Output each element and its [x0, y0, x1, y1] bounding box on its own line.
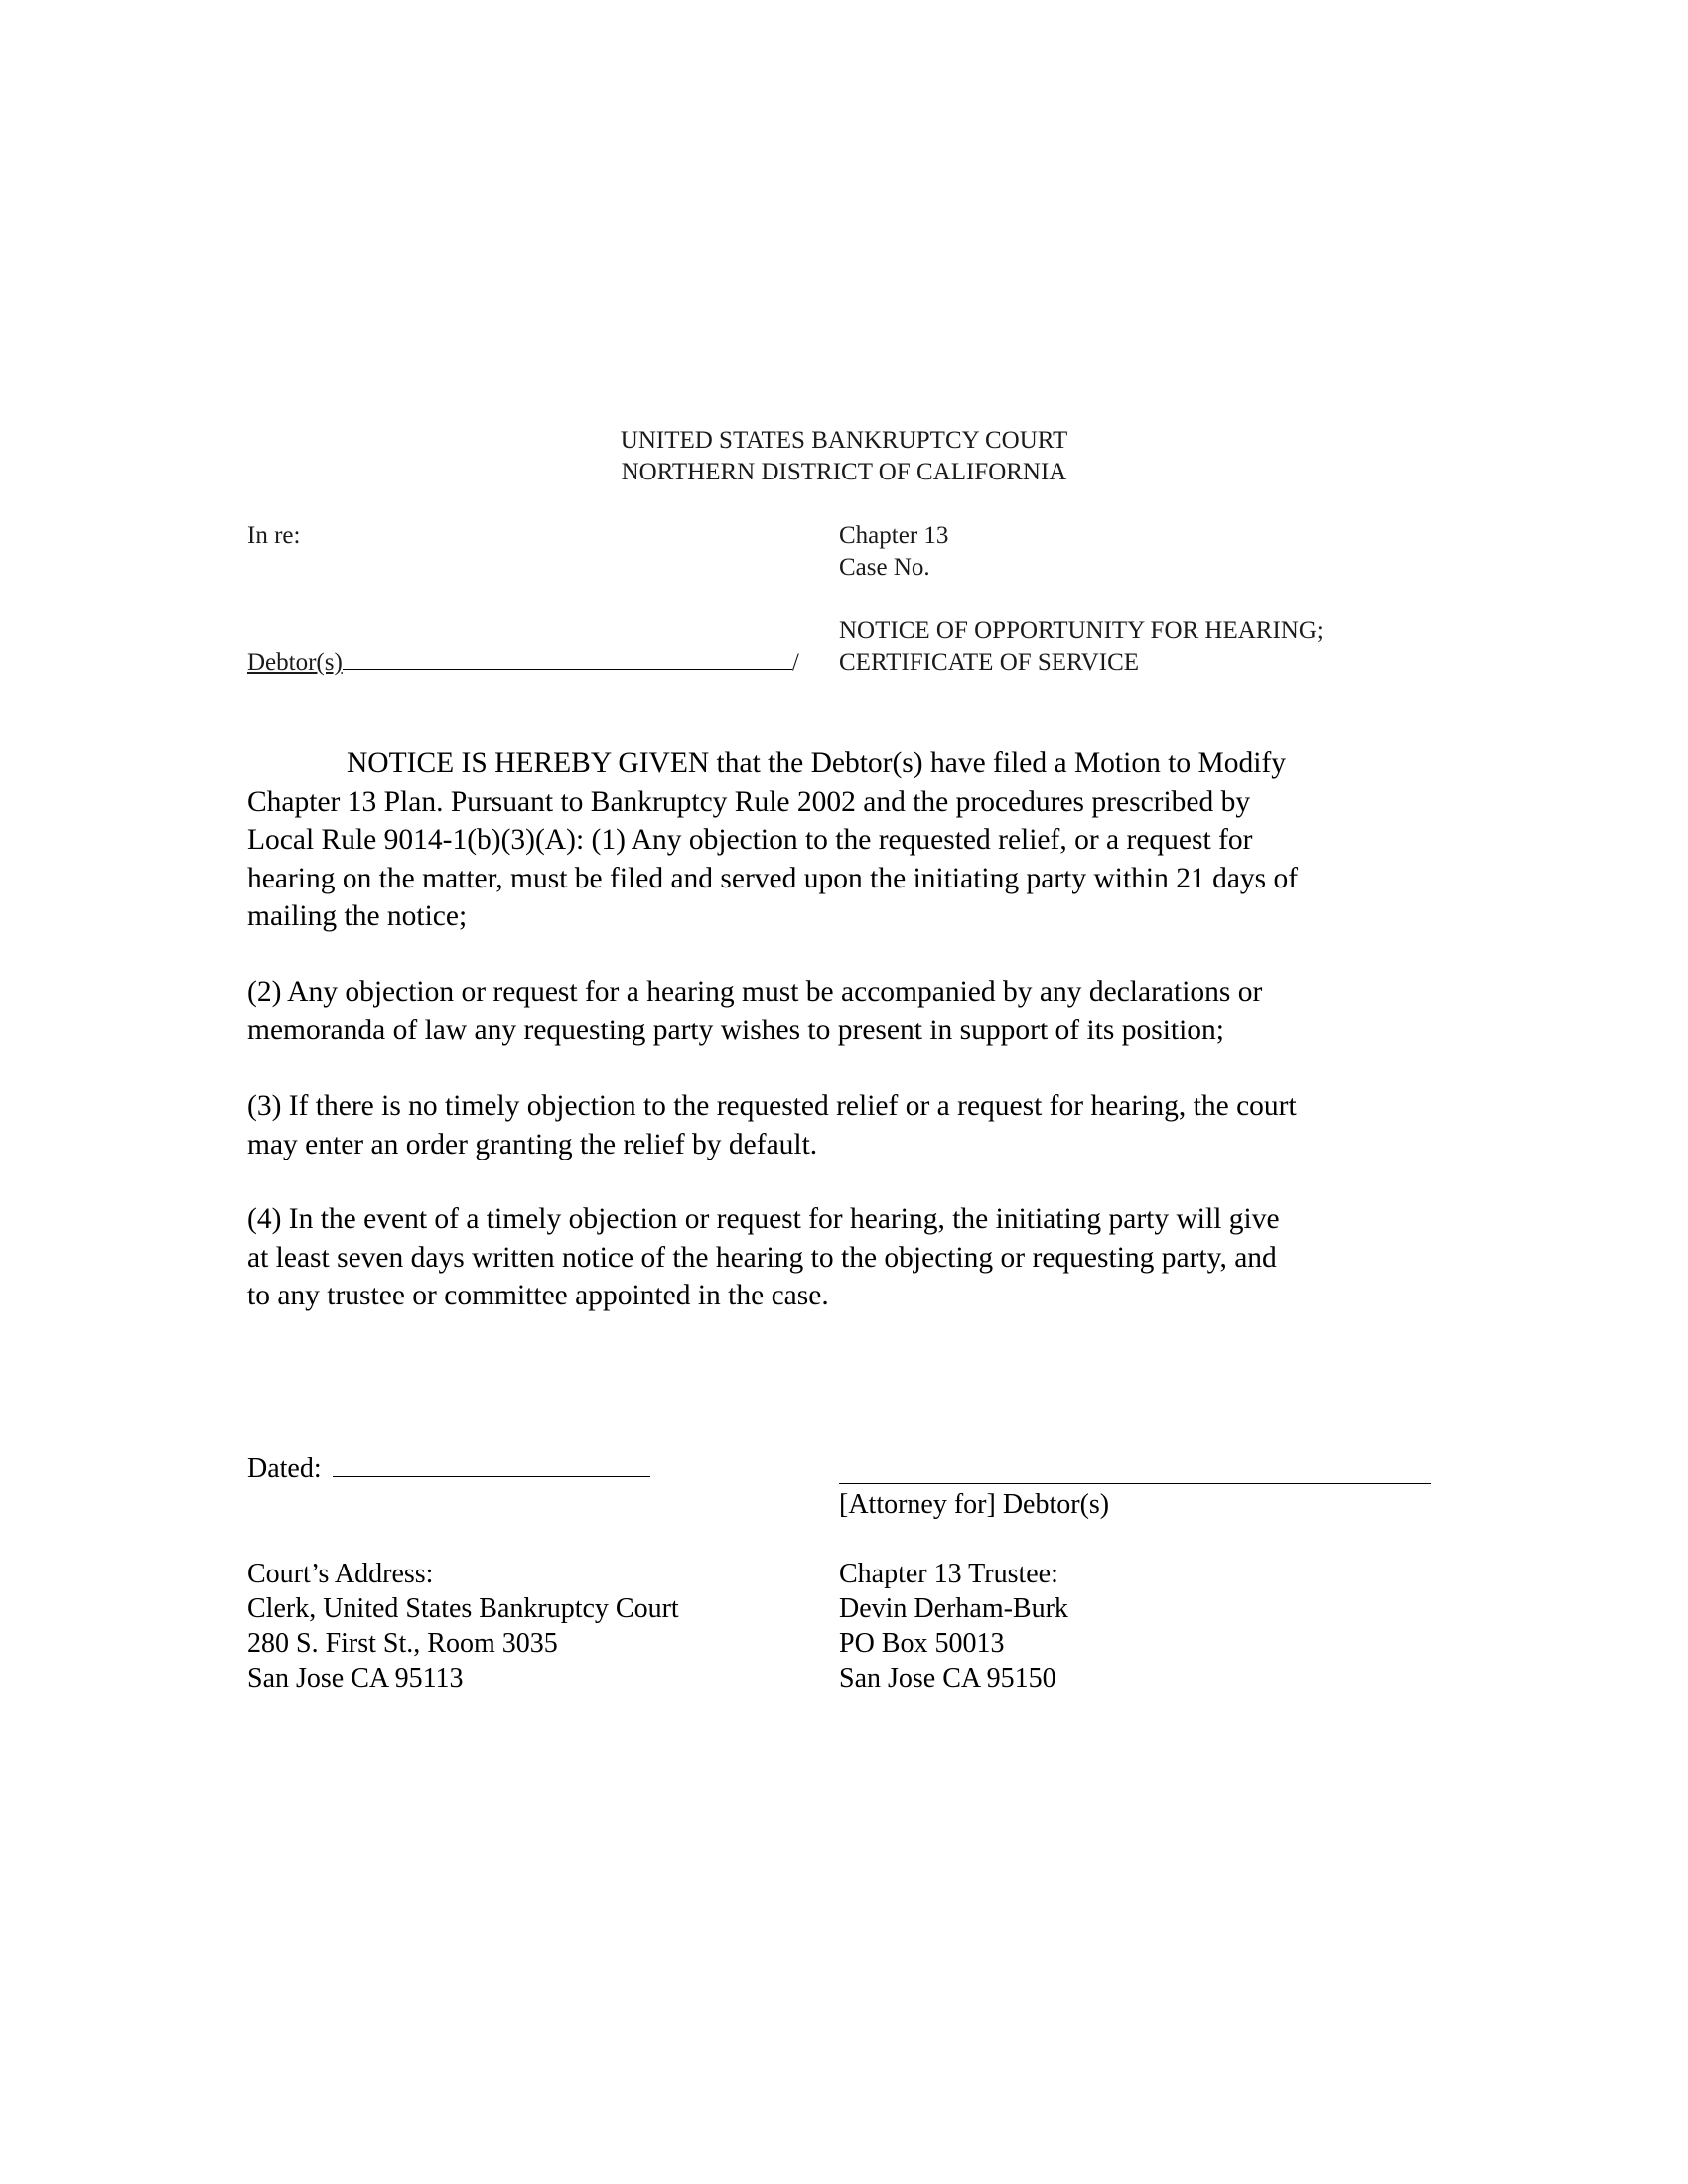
dated-line — [247, 1451, 650, 1486]
paragraph-line: Chapter 13 Plan. Pursuant to Bankruptcy Rule 2002 and the procedures prescribed by — [247, 785, 1251, 818]
court-address-line: San Jose CA 95113 — [247, 1663, 464, 1694]
notice-paragraph-2 — [247, 973, 1454, 1049]
court-header — [0, 425, 1688, 488]
paragraph-line: at least seven days written notice of the hearing to the objecting or requesting party, and — [247, 1241, 1277, 1274]
in-re-label: In re: — [247, 522, 301, 549]
paragraph-line: Local Rule 9014-1(b)(3)(A): (1) Any objection to the requested relief, or a request for — [247, 824, 1253, 856]
court-address-line: 280 S. First St., Room 3035 — [247, 1628, 558, 1659]
paragraph-line: may enter an order granting the relief by default. — [247, 1128, 818, 1160]
debtor-caption-line — [247, 647, 799, 679]
date-blank[interactable] — [333, 1452, 650, 1477]
doc-title-line-1: NOTICE OF OPPORTUNITY FOR HEARING; — [839, 617, 1324, 644]
trustee-line: Devin Derham-Burk — [839, 1593, 1068, 1624]
caption-slash: / — [791, 649, 799, 676]
signer-label: [Attorney for] Debtor(s) — [839, 1489, 1110, 1520]
trustee-line: San Jose CA 95150 — [839, 1663, 1056, 1694]
court-name: UNITED STATES BANKRUPTCY COURT — [620, 427, 1068, 454]
paragraph-line: memoranda of law any requesting party wishes to present in support of its position; — [247, 1014, 1224, 1046]
debtor-name-blank[interactable] — [343, 647, 792, 670]
trustee-line: PO Box 50013 — [839, 1628, 1005, 1659]
paragraph-line: to any trustee or committee appointed in the case. — [247, 1280, 829, 1311]
court-address-line: Clerk, United States Bankruptcy Court — [247, 1593, 679, 1624]
paragraph-line: mailing the notice; — [247, 900, 468, 932]
paragraph-line: NOTICE IS HEREBY GIVEN that the Debtor(s) have filed a Motion to Modify — [347, 748, 1287, 779]
paragraph-line: (3) If there is no timely objection to the requested relief or a request for hearing, the court — [247, 1090, 1297, 1122]
court-district: NORTHERN DISTRICT OF CALIFORNIA — [621, 459, 1067, 485]
paragraph-line: hearing on the matter, must be filed and served upon the initiating party within 21 days of — [247, 862, 1299, 894]
trustee-heading: Chapter 13 Trustee: — [839, 1559, 1058, 1589]
dated-label: Dated: — [247, 1453, 322, 1484]
trustee-block — [839, 1557, 1068, 1696]
doc-title-line-2: CERTIFICATE OF SERVICE — [839, 649, 1140, 676]
court-address-heading: Court’s Address: — [247, 1559, 434, 1589]
notice-paragraph-4 — [247, 1200, 1454, 1315]
notice-paragraph-1 — [247, 745, 1454, 936]
case-no-label: Case No. — [839, 554, 930, 581]
notice-paragraph-3 — [247, 1087, 1454, 1163]
debtor-label: Debtor(s) — [247, 649, 343, 676]
signature-line[interactable] — [839, 1483, 1431, 1484]
chapter-label: Chapter 13 — [839, 522, 949, 549]
court-address-block — [247, 1557, 679, 1696]
paragraph-line: (2) Any objection or request for a hearing must be accompanied by any declarations or — [247, 976, 1263, 1008]
paragraph-line: (4) In the event of a timely objection or request for hearing, the initiating party will give — [247, 1203, 1280, 1235]
